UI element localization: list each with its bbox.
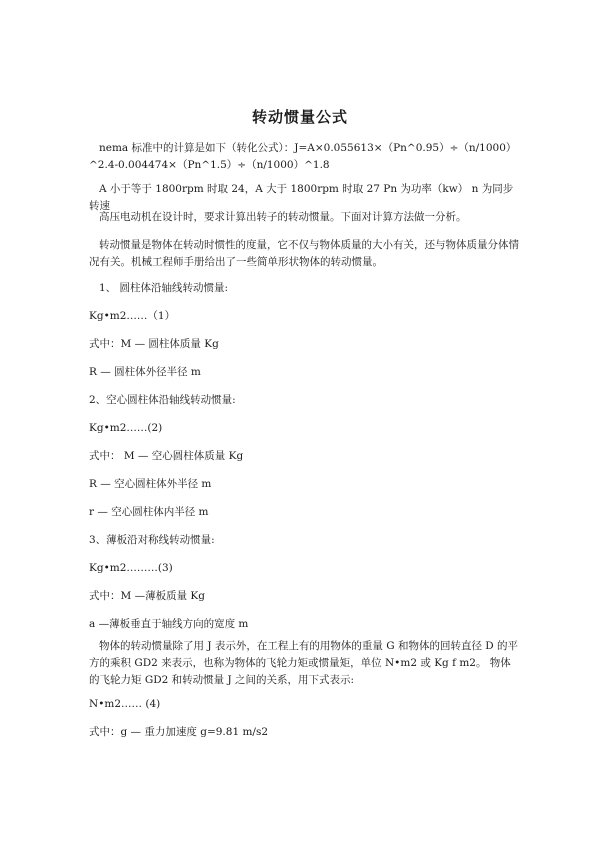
paragraph-flywheel-moment: 物体的转动惯量除了用 J 表示外，在工程上有的用物体的重量 G 和物体的回转直径 D 的平方的乘积 GD2 来表示，也称为物体的飞轮力矩或惯量矩，单位 N•m2 或 Kg f m2。 物体的飞轮力矩 GD2 和转动惯量 J 之间的关系，用下式表示:	[89, 640, 519, 686]
page-title: 转动惯量公式	[251, 108, 348, 126]
variable-line: R — 圆柱体外径半径 m	[89, 366, 201, 378]
paragraph-nema-formula: nema 标准中的计算是如下（转化公式）：J=A×0.055613×（Pn^0.95）÷（n/1000）^2.4-0.004474×（Pn^1.5）÷（n/1000）^1.8	[89, 142, 517, 171]
formula-line-3: Kg•m2………(3)	[89, 562, 173, 574]
variable-line: r — 空心圆柱体内半径 m	[89, 506, 209, 518]
variable-line: 式中：M —薄板质量 Kg	[89, 590, 205, 602]
paragraph-a-values: A 小于等于 1800rpm 时取 24，A 大于 1800rpm 时取 27 Pn 为功率（kw） n 为同步转速	[89, 183, 514, 212]
paragraph-definition: 转动惯量是物体在转动时惯性的度量，它不仅与物体质量的大小有关，还与物体质量分体情况有关。机械工程师手册给出了一些简单形状物体的转动惯量。	[89, 239, 519, 268]
formula-line-4: N•m2…… (4)	[89, 698, 161, 710]
formula-line-2: Kg•m2……(2)	[89, 422, 163, 434]
variable-line: a —薄板垂直于轴线方向的宽度 m	[89, 618, 249, 630]
formula-line-1: Kg•m2……（1）	[89, 310, 176, 322]
variable-line: 式中：M — 圆柱体质量 Kg	[89, 338, 219, 350]
section-heading-3: 3、薄板沿对称线转动惯量:	[89, 534, 215, 546]
variable-line: 式中： M — 空心圆柱体质量 Kg	[89, 450, 244, 462]
paragraph-design-intro: 高压电动机在设计时，要求计算出转子的转动惯量。下面对计算方法做一分析。	[99, 211, 467, 223]
section-heading-2: 2、空心圆柱体沿轴线转动惯量:	[89, 394, 236, 406]
variable-line: 式中：g — 重力加速度 g=9.81 m/s2	[89, 726, 269, 738]
variable-line: R — 空心圆柱体外半径 m	[89, 478, 212, 490]
section-heading-1: 1、 圆柱体沿轴线转动惯量:	[99, 282, 229, 294]
